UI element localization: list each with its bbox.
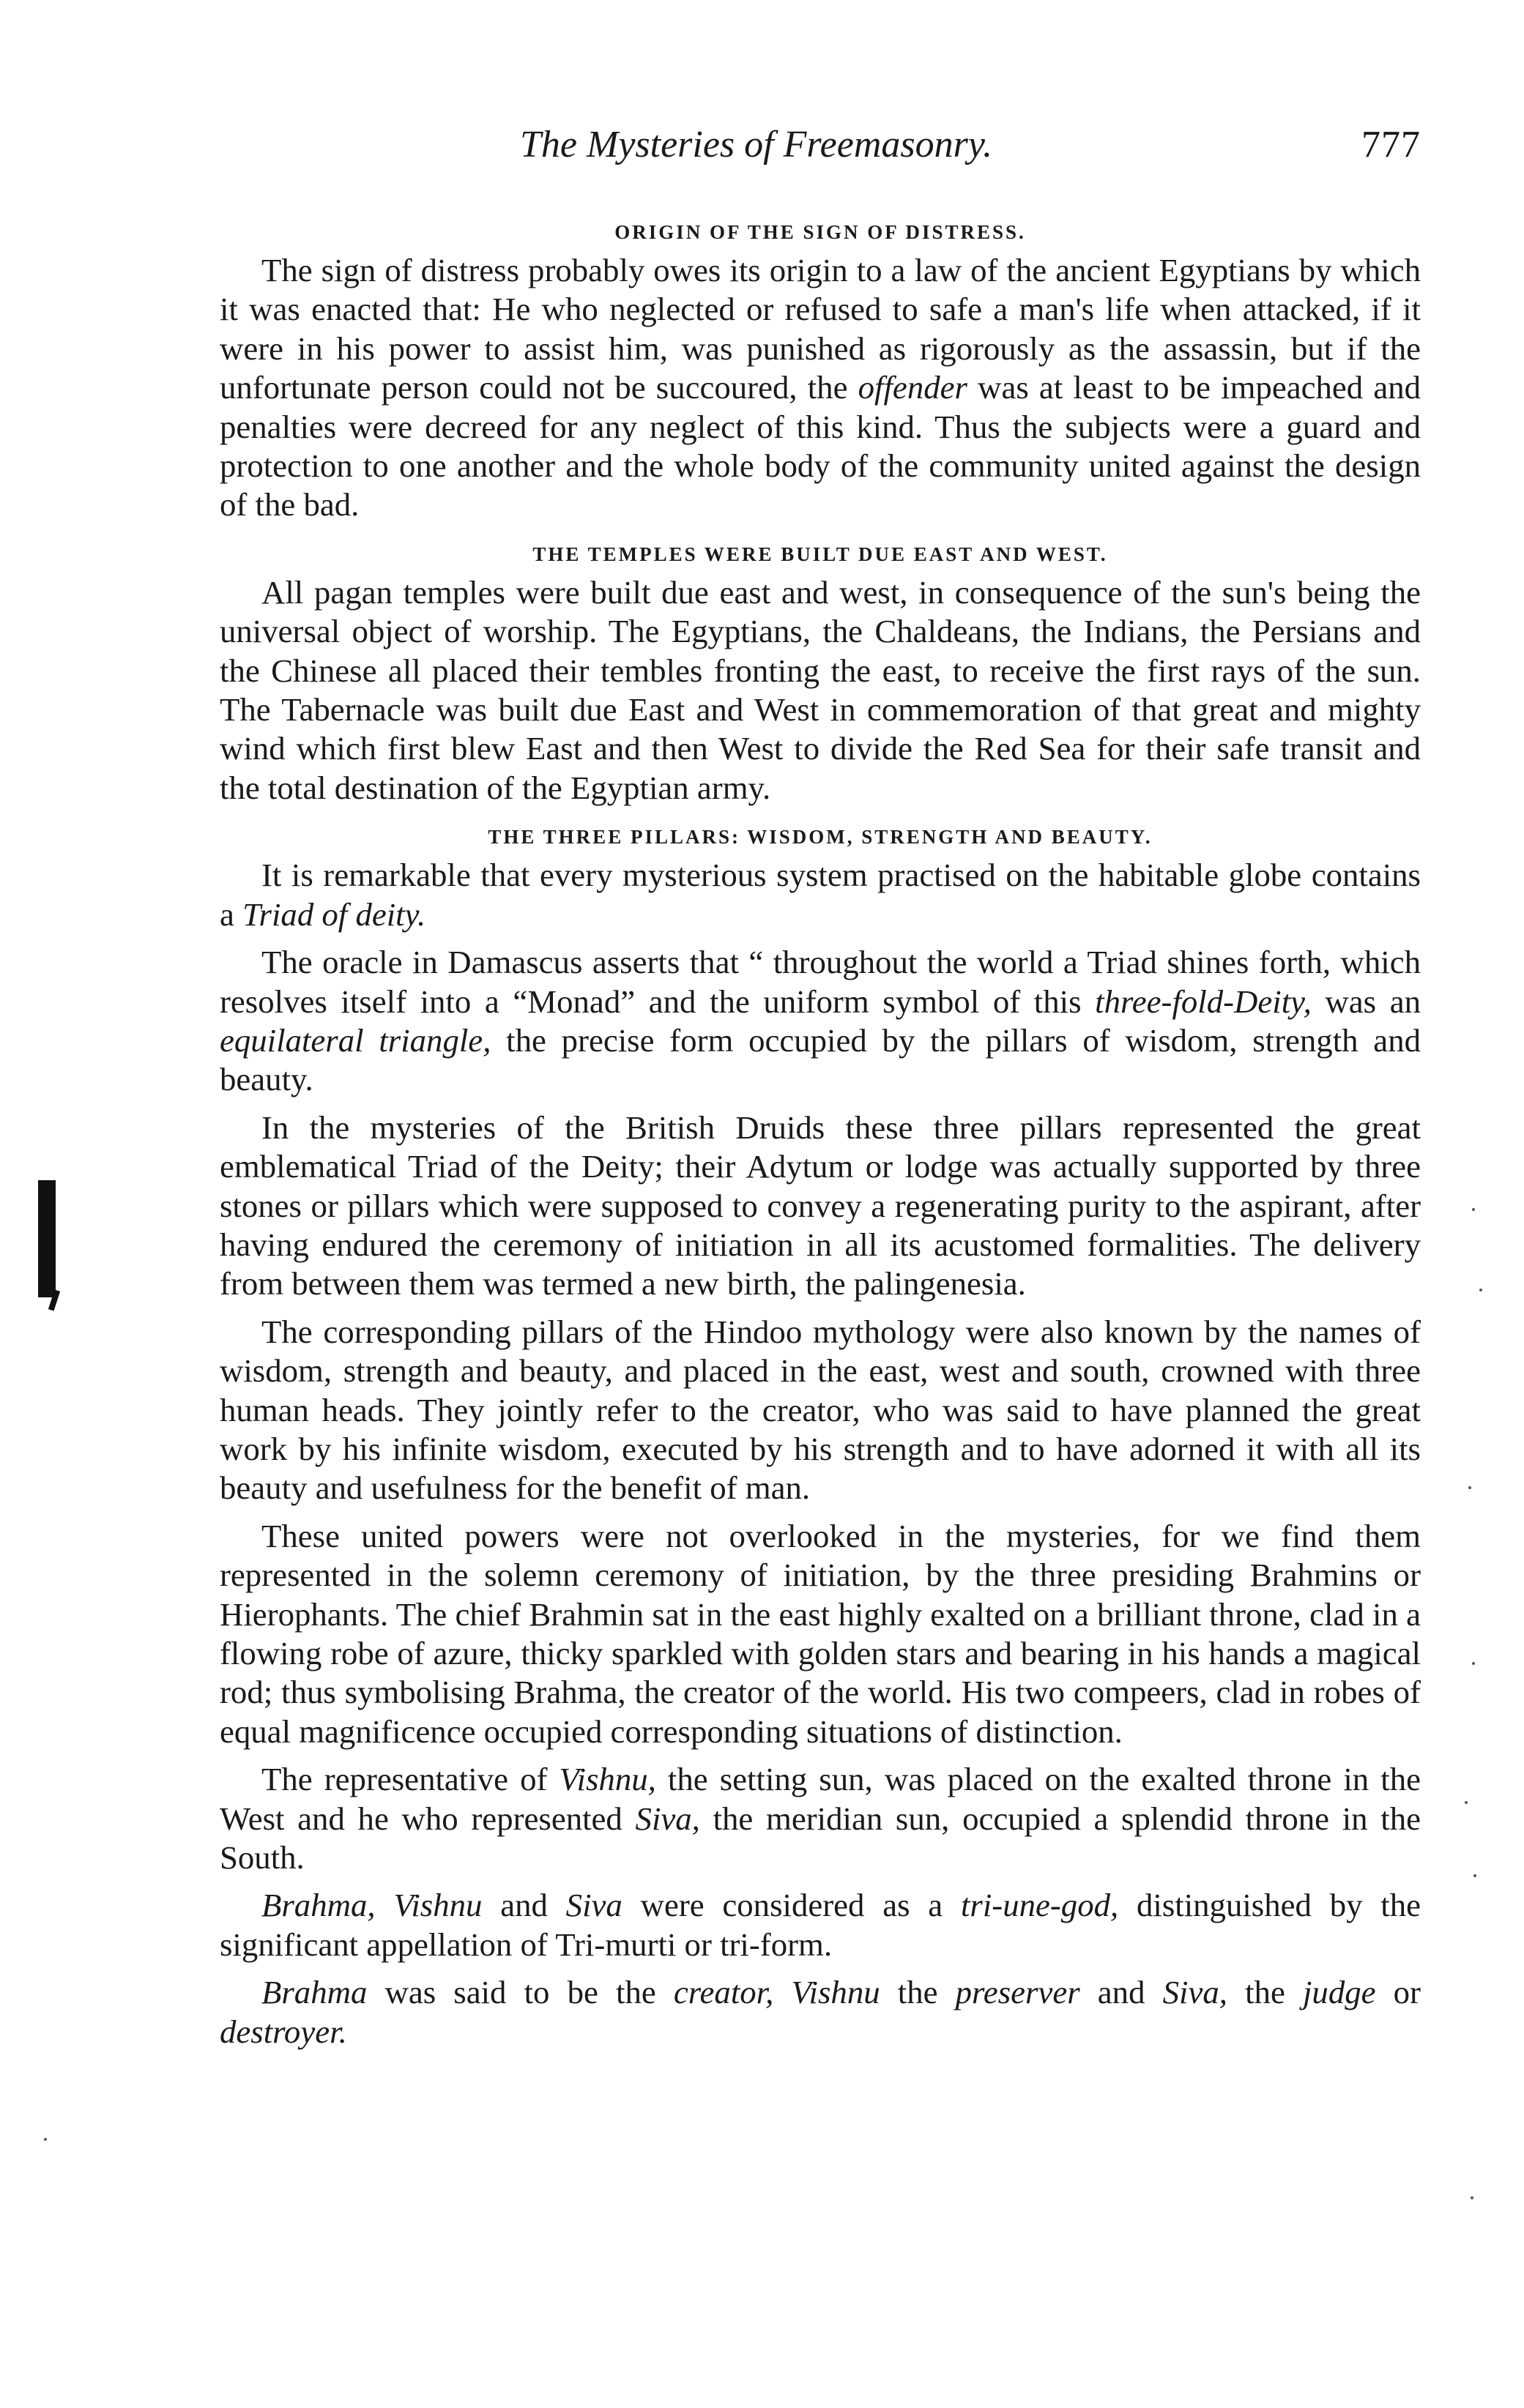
italic-run: Siva [565,1887,622,1924]
text-run: the setting sun, was placed on the exalted throne in the West and he who represented [220,1761,1421,1837]
body-text [220,216,1421,2051]
text-run: The corresponding pillars of the Hindoo mythology were also known by the names of wisdom, strength and beauty, and placed in the east, west and south, crowned with three human heads. They jointly refer to the creator, who was said to have planned the great work by his infinite wisdom, executed by his strength and to have adorned it with all its beauty and usefulness for the benefit of man. [220,1313,1421,1507]
text-run: was said to be the [367,1974,674,2011]
paragraph [220,1973,1421,2051]
text-run: The sign of distress probably owes its origin to a law of the ancient Egyptians by which it was enacted that: He who neglected or refused to safe a man's life when attacked, if it were in his power to assist him, was punished as rigorously as the assassin, but if the unfortunate person could not be succoured, the [220,252,1421,406]
paragraph [220,573,1421,808]
paragraph [220,856,1421,934]
text-run: These united powers were not overlooked in the mysteries, for we find them represented in the solemn ceremony of initiation, by the three presiding Brahmins or Hierophants. The chief Brahmin sat in the east highly exalted on a brilliant throne, clad in a flowing robe of azure, thicky sparkled with golden stars and bearing in his hands a magical rod; thus symbolising Brahma, the creator of the world. His two compeers, clad in robes of equal magnificence occupied corresponding situations of distinction. [220,1517,1421,1750]
italic-run: tri-une-god, [960,1887,1119,1924]
italic-run: creator, [673,1974,774,2011]
section-heading: ORIGIN OF THE SIGN OF DISTRESS. [614,221,1026,243]
italic-run: destroyer. [220,2013,347,2050]
italic-run: Siva, [1162,1974,1227,2011]
paragraph [220,1760,1421,1877]
text-run: and [482,1887,566,1924]
running-header [220,116,1421,174]
italic-run: Vishnu [791,1974,880,2011]
margin-speck [1473,1874,1476,1877]
margin-speck [1479,1289,1482,1291]
italic-run: Brahma [261,1974,368,2011]
paragraph [220,1886,1421,1964]
margin-ink-mark [38,1180,56,1297]
margin-speck [1472,1662,1475,1665]
text-run: was an [1311,983,1421,1020]
italic-run: offender [858,369,967,406]
paragraph [220,1108,1421,1304]
italic-run: three-fold-Deity, [1095,983,1312,1020]
text-run: were considered as a [622,1887,961,1924]
running-title: The Mysteries of Freemasonry. [520,124,993,165]
italic-run: Triad of deity. [242,895,426,933]
text-run: the [1227,1974,1303,2011]
italic-run: equilateral triangle, [220,1021,491,1059]
margin-speck [1465,1801,1468,1804]
margin-speck [1468,1486,1471,1489]
paragraph [220,1517,1421,1751]
paragraph [220,943,1421,1100]
section-heading: THE TEMPLES WERE BUILT DUE EAST AND WEST. [532,543,1108,565]
text-run: the meridian sun, occupied a splendid throne in the South. [220,1800,1421,1876]
margin-speck [1472,1208,1475,1211]
italic-run: Siva, [635,1800,700,1837]
text-run: the precise form occupied by the pillars of wisdom, strength and beauty. [220,1021,1421,1098]
text-run: The representative of [261,1761,560,1798]
text-run [773,1974,791,2010]
text-run: The oracle in Damascus asserts that “ throughout the world a Triad shines forth, which resolves itself into a “Monad” and the uniform symbol of this [220,944,1421,1020]
text-run: the [880,1974,956,2011]
margin-speck [44,2138,47,2141]
text-run: was at least to be impeached and penalties were decreed for any neglect of this kind. Thus the subjects were a guard and protection to one another and the whole body of the community united against the design of the bad. [220,369,1421,523]
text-run: and [1079,1974,1163,2011]
paragraph [220,1313,1421,1508]
text-run: or [1375,1974,1421,2011]
italic-run: judge [1302,1974,1376,2011]
page-number: 777 [1361,124,1421,165]
section-heading: THE THREE PILLARS: WISDOM, STRENGTH AND BEAUTY. [488,826,1153,849]
margin-speck [1471,2196,1473,2199]
text-run: distinguished by the significant appellation of Tri-murti or tri-form. [220,1887,1421,1963]
text-run: It is remarkable that every mysterious system practised on the habitable globe contains a [220,857,1421,933]
italic-run: preserver [955,1974,1080,2011]
text-run: In the mysteries of the British Druids these three pillars represented the great emblematical Triad of the Deity; their Adytum or lodge was actually supported by three stones or pillars which were supposed to convey a regenerating purity to the aspirant, after having endured the ceremony of initiation in all its acustomed formalities. The delivery from between them was termed a new birth, the palingenesia. [220,1108,1421,1302]
paragraph [220,251,1421,525]
italic-run: Vishnu, [559,1761,656,1798]
italic-run: Brahma, Vishnu [261,1887,483,1924]
text-run: All pagan temples were built due east and west, in consequence of the sun's being the universal object of worship. The Egyptians, the Chaldeans, the Indians, the Persians and the Chinese all placed their tembles fronting the east, to receive the first rays of the sun. The Tabernacle was built due East and West in commemoration of that great and mighty wind which first blew East and then West to divide the Red Sea for their safe transit and the total destination of the Egyptian army. [220,573,1421,806]
